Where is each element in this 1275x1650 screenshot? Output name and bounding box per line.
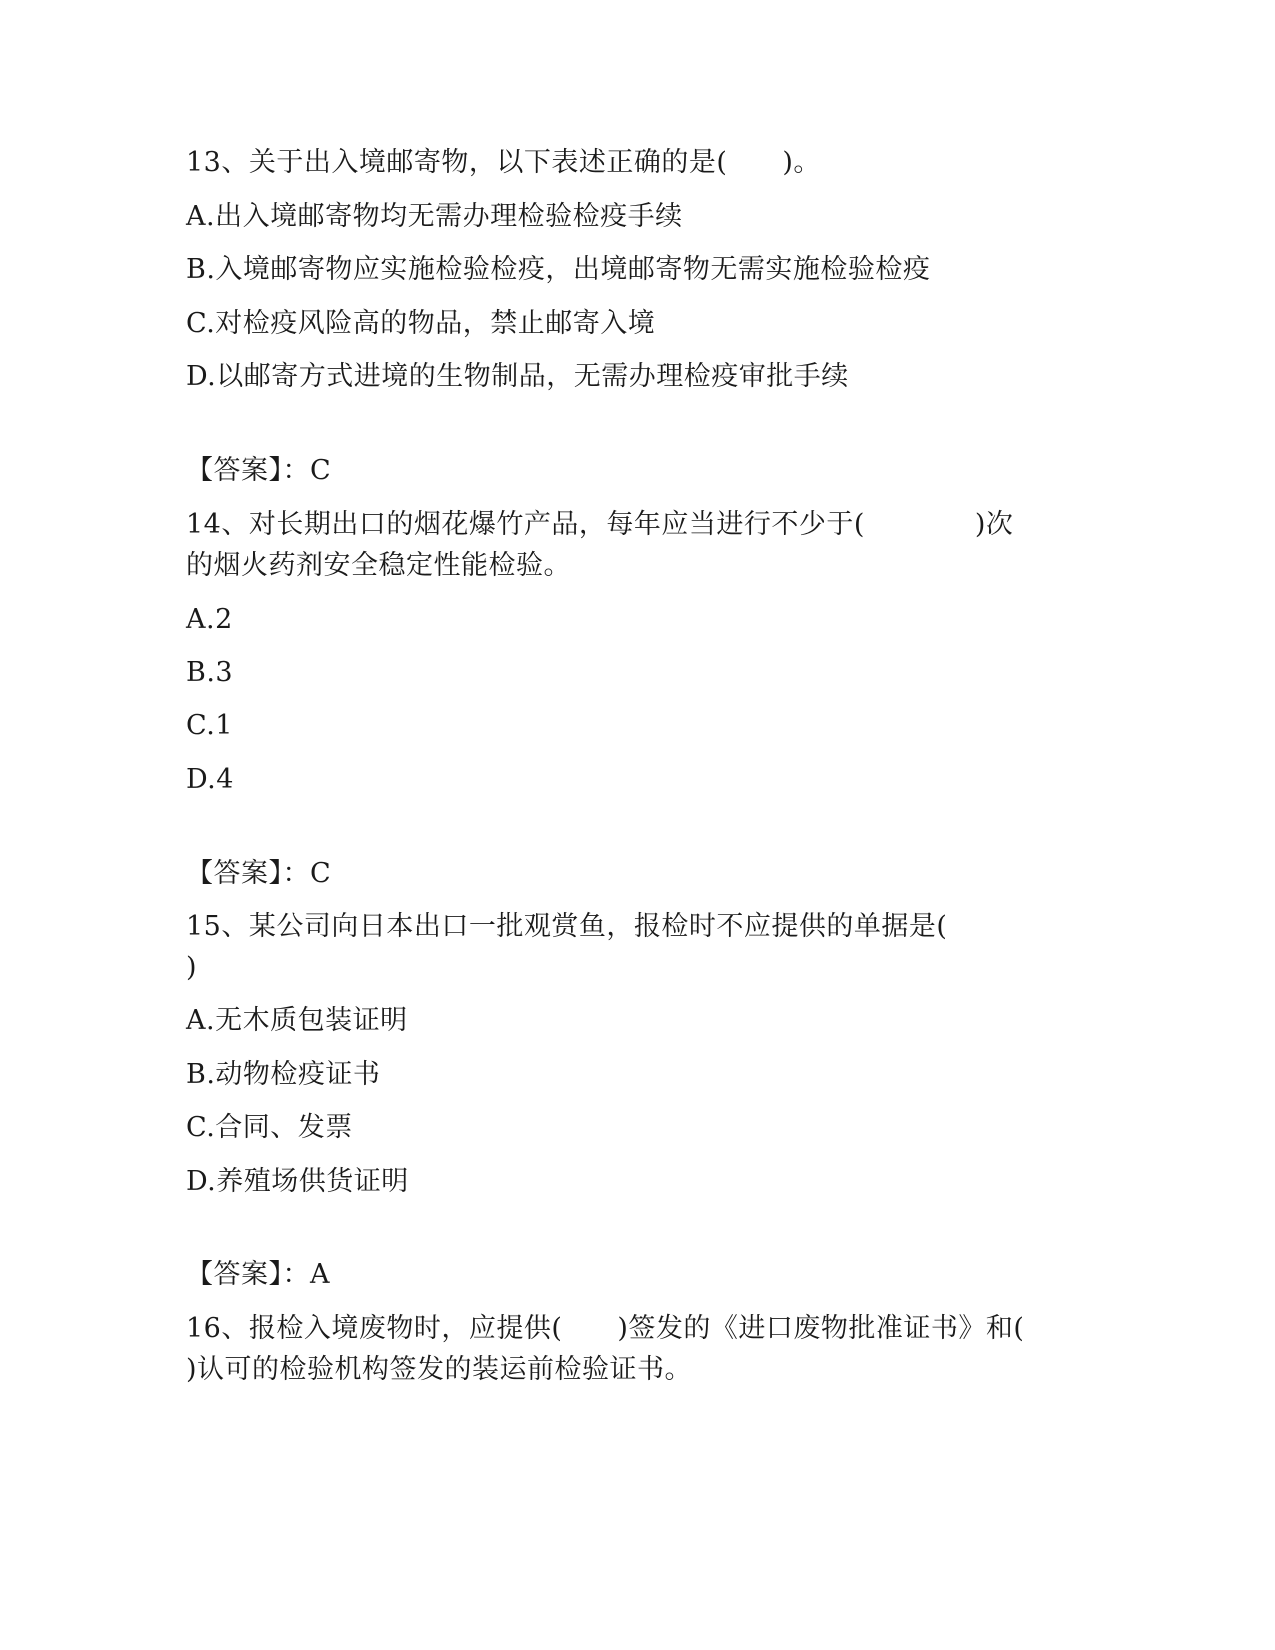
answer-value: A: [310, 1259, 330, 1290]
question-14-answer: [186, 857, 1086, 891]
question-14-option-d: D.4: [186, 764, 234, 795]
question-14-option-b: B.3: [186, 657, 234, 688]
question-14-option-c: C.1: [186, 710, 233, 741]
question-16-stem-line-1: 16、报检入境废物时，应提供( )签发的《进口废物批准证书》和(: [186, 1313, 1025, 1344]
question-13-option-d: D.以邮寄方式进境的生物制品，无需办理检疫审批手续: [186, 361, 849, 392]
question-13-option-c: C.对检疫风险高的物品，禁止邮寄入境: [186, 308, 656, 339]
question-13-option-b: B.入境邮寄物应实施检验检疫，出境邮寄物无需实施检验检疫: [186, 254, 931, 285]
question-15-option-a: A.无木质包装证明: [186, 1005, 408, 1036]
question-15-option-d: D.养殖场供货证明: [186, 1166, 409, 1197]
question-14-stem-line-1: 14、对长期出口的烟花爆竹产品，每年应当进行不少于( )次: [186, 509, 1014, 540]
question-13-answer: [186, 454, 1086, 488]
question-13-option-a: A.出入境邮寄物均无需办理检验检疫手续: [186, 201, 683, 232]
answer-label: 【答案】：: [186, 1259, 310, 1290]
question-14-option-a: A.2: [186, 604, 233, 635]
answer-value: C: [310, 455, 332, 486]
answer-label: 【答案】：: [186, 455, 310, 486]
question-13-stem: 13、关于出入境邮寄物，以下表述正确的是( )。: [186, 147, 821, 178]
question-15-answer: [186, 1258, 1086, 1292]
question-15-stem-line-1: 15、某公司向日本出口一批观赏鱼，报检时不应提供的单据是(: [186, 911, 948, 942]
question-15-option-b: B.动物检疫证书: [186, 1059, 381, 1090]
answer-label: 【答案】：: [186, 858, 310, 889]
question-14-stem-line-2: 的烟火药剂安全稳定性能检验。: [186, 550, 571, 581]
question-15-option-c: C.合同、发票: [186, 1112, 353, 1143]
answer-value: C: [310, 858, 332, 889]
question-16-stem-line-2: )认可的检验机构签发的装运前检验证书。: [186, 1354, 693, 1385]
question-15-stem-line-2: ): [186, 952, 198, 983]
